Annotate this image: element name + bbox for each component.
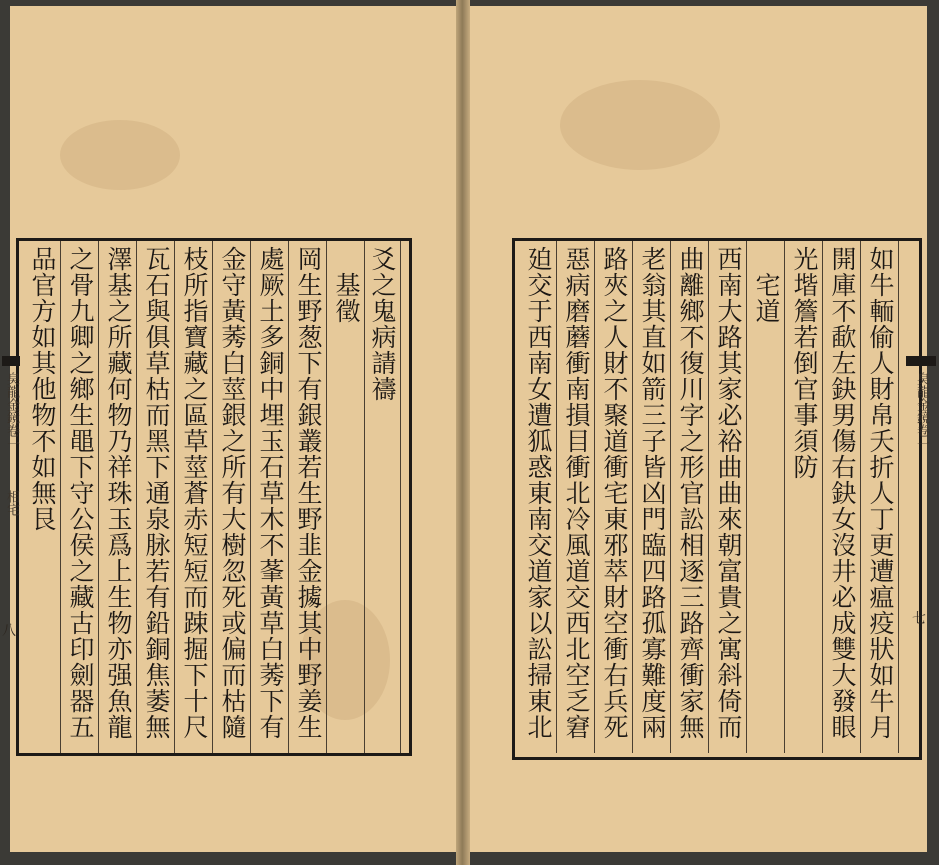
left-column-2: 基徵: [332, 246, 361, 324]
column-rule: [60, 241, 61, 753]
book-gutter: [456, 0, 470, 865]
column-rule: [250, 241, 251, 753]
column-rule: [860, 241, 861, 753]
left-column-9: 之骨九卿之鄉生黽下守公侯之藏古印劍器五: [66, 246, 95, 740]
column-rule: [898, 241, 899, 753]
right-column-10: 廹交于西南女遭狐惑東南交道家以訟掃東北: [524, 246, 553, 740]
left-margin-section: 相宅: [4, 490, 19, 516]
left-column-6: 枝所指寶藏之區草莖蒼赤短短而踈掘下十尺: [180, 246, 209, 740]
column-rule: [822, 241, 823, 753]
fishtail-mark: [906, 356, 936, 366]
column-rule: [288, 241, 289, 753]
left-column-1: 爻之鬼病請禱: [368, 246, 397, 402]
column-rule: [364, 241, 365, 753]
left-column-3: 岡生野葱下有銀叢若生野韭金㩀其中野姜生: [294, 246, 323, 740]
column-rule: [594, 241, 595, 753]
right-column-5: 西南大路其家必裕曲曲來朝富貴之寓斜倚而: [714, 246, 743, 740]
fishtail-mark: [2, 356, 20, 366]
right-column-2: 開庫不歃左鈌男傷右鈌女沒井必成雙大發眼: [828, 246, 857, 740]
right-column-1: 如牛輀偷人財帛夭折人丁更遭瘟疫狀如牛月: [866, 246, 895, 740]
column-rule: [98, 241, 99, 753]
column-rule: [670, 241, 671, 753]
column-rule: [556, 241, 557, 753]
left-margin-title: 㚖龍金鏡卷一: [4, 372, 19, 450]
right-margin-title: 㚖龍金鏡卷一: [914, 372, 929, 450]
paper-stain: [60, 120, 180, 190]
left-column-10: 品官方如其他物不如無艮: [28, 246, 57, 532]
left-column-8: 澤基之所藏何物乃祥珠玉爲上生物亦强魚龍: [104, 246, 133, 740]
right-column-6: 曲離鄉不復川字之形官訟相逐三路齊衝家無: [676, 246, 705, 740]
right-column-3: 光堦簷若倒官事須防: [790, 246, 819, 480]
left-column-5: 金守黃莠白莖銀之所有大樹忽死或偏而枯隨: [218, 246, 247, 740]
right-page-number: 七: [912, 611, 926, 627]
left-page-number: 八: [2, 623, 16, 639]
left-column-4: 處厥土多銅中埋玉石草木不莑黃草白莠下有: [256, 246, 285, 740]
column-rule: [784, 241, 785, 753]
column-rule: [400, 241, 401, 753]
right-column-8: 路夾之人財不聚道衝宅東邪萃財空衝右兵死: [600, 246, 629, 740]
column-rule: [326, 241, 327, 753]
left-column-7: 瓦石與俱草枯而黑下通泉脉若有鉛銅焦萎無: [142, 246, 171, 740]
right-column-7: 老翁其直如箭三子皆凶門臨四路孤寡難度兩: [638, 246, 667, 740]
column-rule: [212, 241, 213, 753]
column-rule: [136, 241, 137, 753]
column-rule: [746, 241, 747, 753]
paper-stain: [560, 80, 720, 170]
right-column-9: 惡病磨蘑衝南損目衝北冷風道交西北空乏窘: [562, 246, 591, 740]
column-rule: [174, 241, 175, 753]
right-column-4: 宅道: [752, 246, 781, 324]
column-rule: [632, 241, 633, 753]
column-rule: [708, 241, 709, 753]
